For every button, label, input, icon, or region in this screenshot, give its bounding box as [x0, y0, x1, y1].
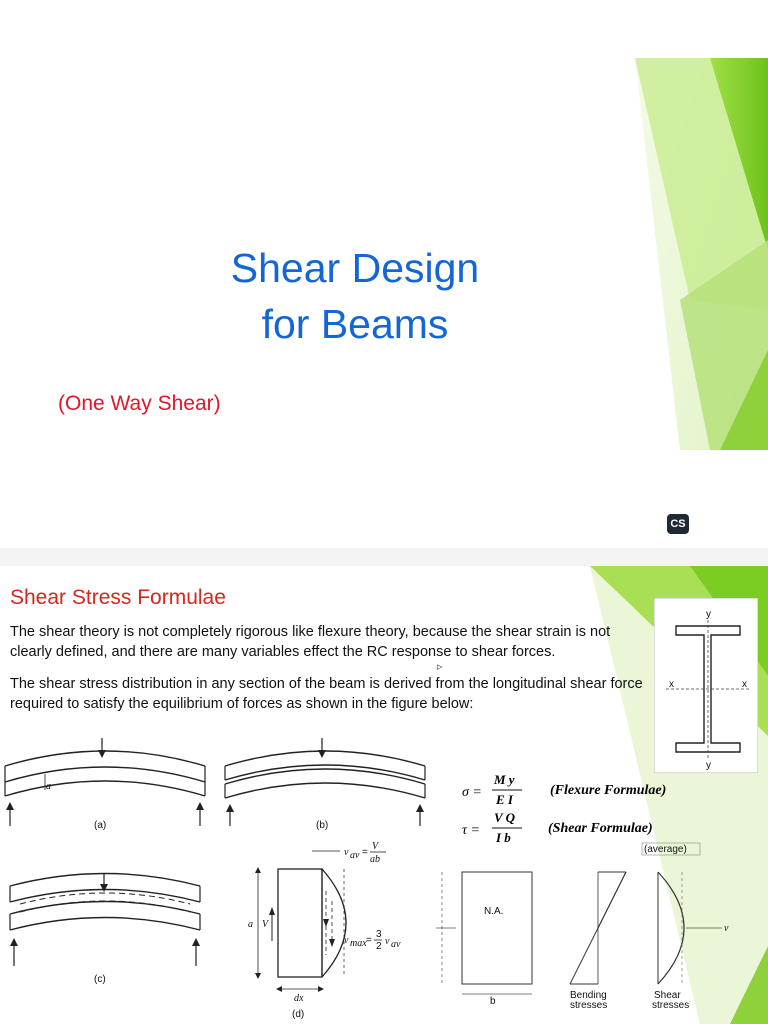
x-axis-label-right: x	[742, 679, 747, 690]
flexure-note: (Flexure Formulae)	[550, 783, 667, 798]
v-max-numerator: 3	[376, 929, 382, 940]
v-av-label: v	[344, 847, 349, 858]
title-line-2: for Beams	[261, 301, 449, 347]
beam-element-figure-d	[240, 841, 410, 1021]
tau-numerator: V Q	[494, 810, 516, 825]
beam-figure-a	[0, 736, 210, 836]
v-max-denominator: 2	[376, 941, 382, 952]
v-max-right-label: v	[724, 923, 729, 934]
section-title: Shear Stress Formulae	[10, 586, 226, 609]
v-max-eq: =	[366, 935, 372, 946]
figure-label-b: (b)	[316, 820, 329, 831]
shear-note: (Shear Formulae)	[548, 821, 653, 836]
depth-label-a: a	[46, 781, 51, 792]
figure-label-a: (a)	[94, 820, 107, 831]
width-b-label: b	[490, 996, 496, 1007]
neutral-axis-label: N.A.	[484, 906, 504, 917]
tau-denominator: I b	[496, 830, 511, 845]
v-av-denominator: ab	[370, 854, 380, 865]
v-max-tail-sub: av	[391, 939, 401, 950]
x-axis-label-left: x	[669, 679, 674, 690]
v-av-eq: =	[362, 847, 368, 858]
shear-stress-label: Shear	[654, 990, 681, 1001]
figure-label-d: (d)	[292, 1009, 305, 1020]
average-label: (average)	[644, 844, 687, 855]
slide-subtitle: (One Way Shear)	[58, 392, 221, 415]
paragraph-shear-distribution: The shear stress distribution in any section of the beam is derived from the longitudinal shear force required to satisfy the equilibrium of forces as shown in the figure below:	[10, 676, 643, 712]
formula-block	[440, 762, 690, 852]
figure-label-c: (c)	[94, 974, 106, 985]
sigma-lhs: σ =	[462, 785, 482, 800]
mouse-cursor-icon: ▹	[437, 661, 443, 673]
v-max-sub: max	[350, 938, 367, 949]
camscanner-badge: CS	[667, 514, 689, 534]
shear-stress-label-2: stresses	[652, 1000, 690, 1011]
paragraph-shear-theory: The shear theory is not completely rigorous like flexure theory, because the shear strain is not clearly defined, and there are many variables effect the RC response to shear forces.	[10, 624, 611, 660]
dx-label: dx	[294, 993, 304, 1004]
y-axis-label-top: y	[706, 609, 711, 620]
v-av-numerator: V	[372, 841, 379, 852]
v-max-label: v	[344, 935, 349, 946]
green-decoration-shapes	[560, 50, 768, 450]
tau-lhs: τ =	[462, 823, 480, 838]
title-line-1: Shear Design	[230, 245, 480, 291]
shear-v-label: V	[262, 919, 269, 930]
sigma-numerator: M y	[494, 772, 515, 787]
beam-figure-c	[0, 866, 215, 1006]
slide-title-text	[170, 240, 540, 352]
slide-shear-stress	[0, 566, 768, 1024]
height-a-label: a	[248, 919, 253, 930]
v-max-tail: v	[385, 936, 390, 947]
sigma-denominator: E I	[496, 792, 513, 807]
y-axis-label-bottom: y	[706, 760, 711, 771]
slide-separator	[0, 548, 768, 566]
bending-label-2: stresses	[570, 1000, 608, 1011]
v-av-sub: av	[350, 850, 360, 861]
stress-distribution-figure	[432, 842, 768, 1012]
bending-label: Bending	[570, 990, 607, 1001]
ibeam-section-figure	[654, 598, 758, 773]
beam-figure-b	[220, 736, 430, 836]
